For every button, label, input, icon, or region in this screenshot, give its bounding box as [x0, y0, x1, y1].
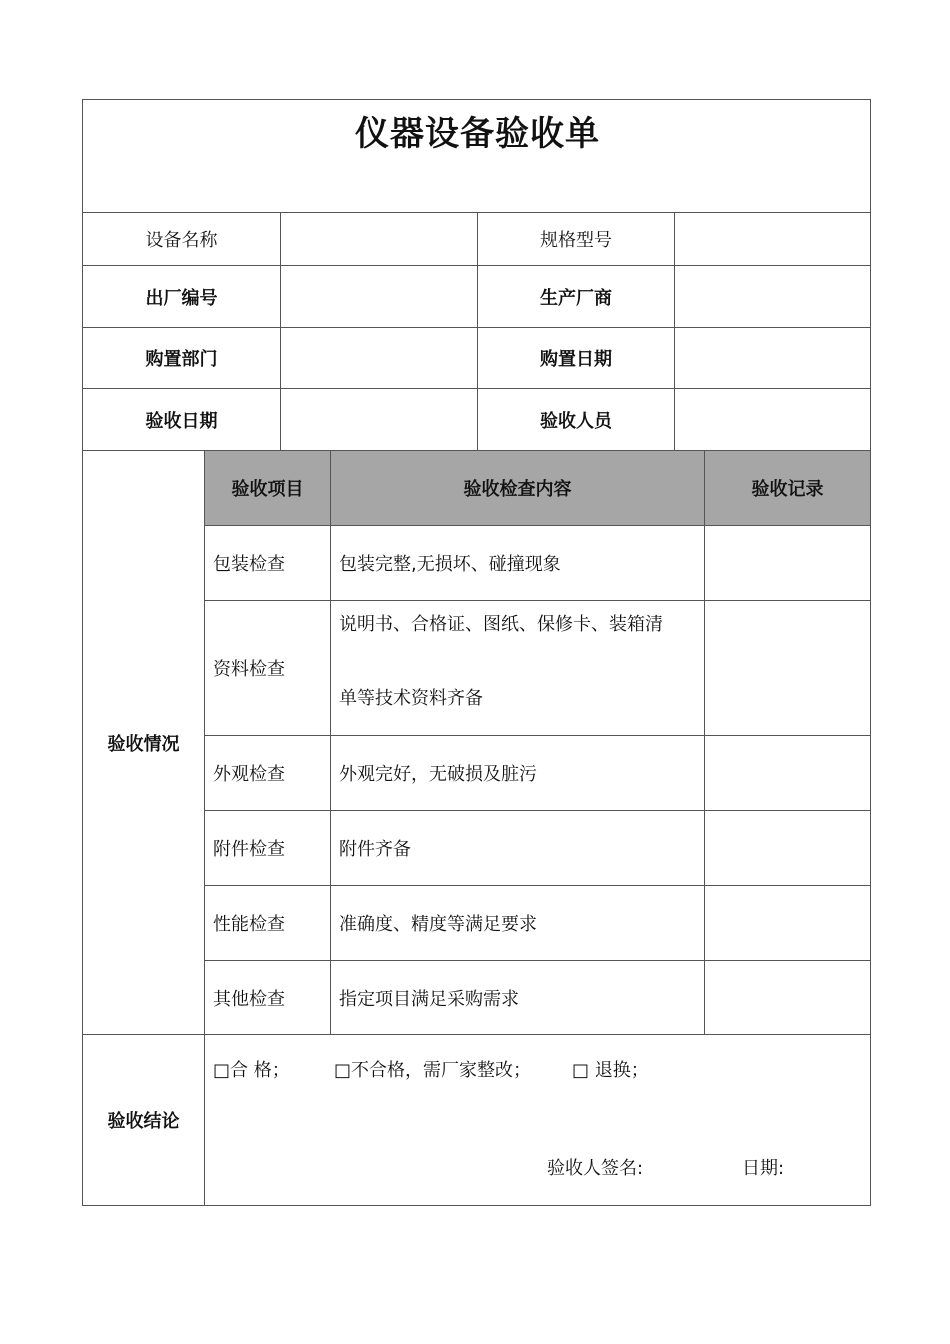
label-model-spec: 规格型号 — [540, 230, 612, 251]
inspection-item: 其他检查 — [213, 988, 285, 1010]
field-purchase-date[interactable] — [675, 328, 870, 388]
inspection-content-line: 单等技术资料齐备 — [339, 688, 483, 709]
inspection-item: 附件检查 — [213, 839, 285, 860]
form-title: 仪器设备验收单 — [355, 114, 600, 154]
acceptance-form — [82, 99, 871, 1206]
inspection-section-label: 验收情况 — [107, 733, 180, 755]
label-acceptance-staff: 验收人员 — [540, 410, 612, 432]
option-fail-checkbox[interactable]: □不合格，需厂家整改； — [334, 1060, 532, 1081]
field-manufacturer[interactable] — [675, 266, 870, 327]
field-acceptance-staff[interactable] — [675, 389, 870, 450]
option-pass-checkbox[interactable]: □合 格； — [213, 1060, 290, 1081]
header-record: 验收记录 — [705, 451, 870, 525]
conclusion-section-label: 验收结论 — [107, 1111, 180, 1132]
label-purchase-dept: 购置部门 — [145, 349, 218, 370]
signature-label: 验收人签名: — [547, 1158, 644, 1179]
inspection-content: 指定项目满足采购需求 — [339, 988, 519, 1010]
label-equipment-name: 设备名称 — [145, 230, 218, 251]
header-item: 验收项目 — [205, 451, 330, 525]
date-label: 日期: — [742, 1158, 785, 1179]
inspection-item: 包装检查 — [213, 554, 285, 575]
inspection-record-field[interactable] — [705, 601, 870, 735]
inspection-content: 外观完好，无破损及脏污 — [339, 764, 537, 785]
inspection-record-field[interactable] — [705, 811, 870, 885]
field-serial-number[interactable] — [281, 266, 477, 327]
label-manufacturer: 生产厂商 — [540, 287, 612, 309]
field-equipment-name[interactable] — [281, 213, 477, 265]
field-model-spec[interactable] — [675, 213, 870, 265]
inspection-record-field[interactable] — [705, 886, 870, 960]
inspection-content: 包装完整,无损坏、碰撞现象 — [339, 554, 561, 575]
inspection-content-line: 说明书、合格证、图纸、保修卡、装箱清 — [339, 614, 663, 635]
label-purchase-date: 购置日期 — [540, 349, 612, 370]
inspection-content: 附件齐备 — [339, 839, 411, 860]
label-acceptance-date: 验收日期 — [145, 410, 218, 432]
inspection-item: 外观检查 — [213, 764, 285, 785]
option-return-checkbox[interactable]: □ 退换； — [572, 1060, 649, 1081]
inspection-record-field[interactable] — [705, 736, 870, 810]
label-serial-number: 出厂编号 — [145, 287, 218, 309]
field-purchase-dept[interactable] — [281, 328, 477, 388]
field-acceptance-date[interactable] — [281, 389, 477, 450]
inspection-item: 资料检查 — [213, 659, 285, 680]
inspection-item: 性能检查 — [213, 914, 285, 935]
header-content: 验收检查内容 — [331, 451, 704, 525]
inspection-record-field[interactable] — [705, 961, 870, 1034]
inspection-record-field[interactable] — [705, 526, 870, 600]
inspection-content: 准确度、精度等满足要求 — [339, 914, 537, 935]
